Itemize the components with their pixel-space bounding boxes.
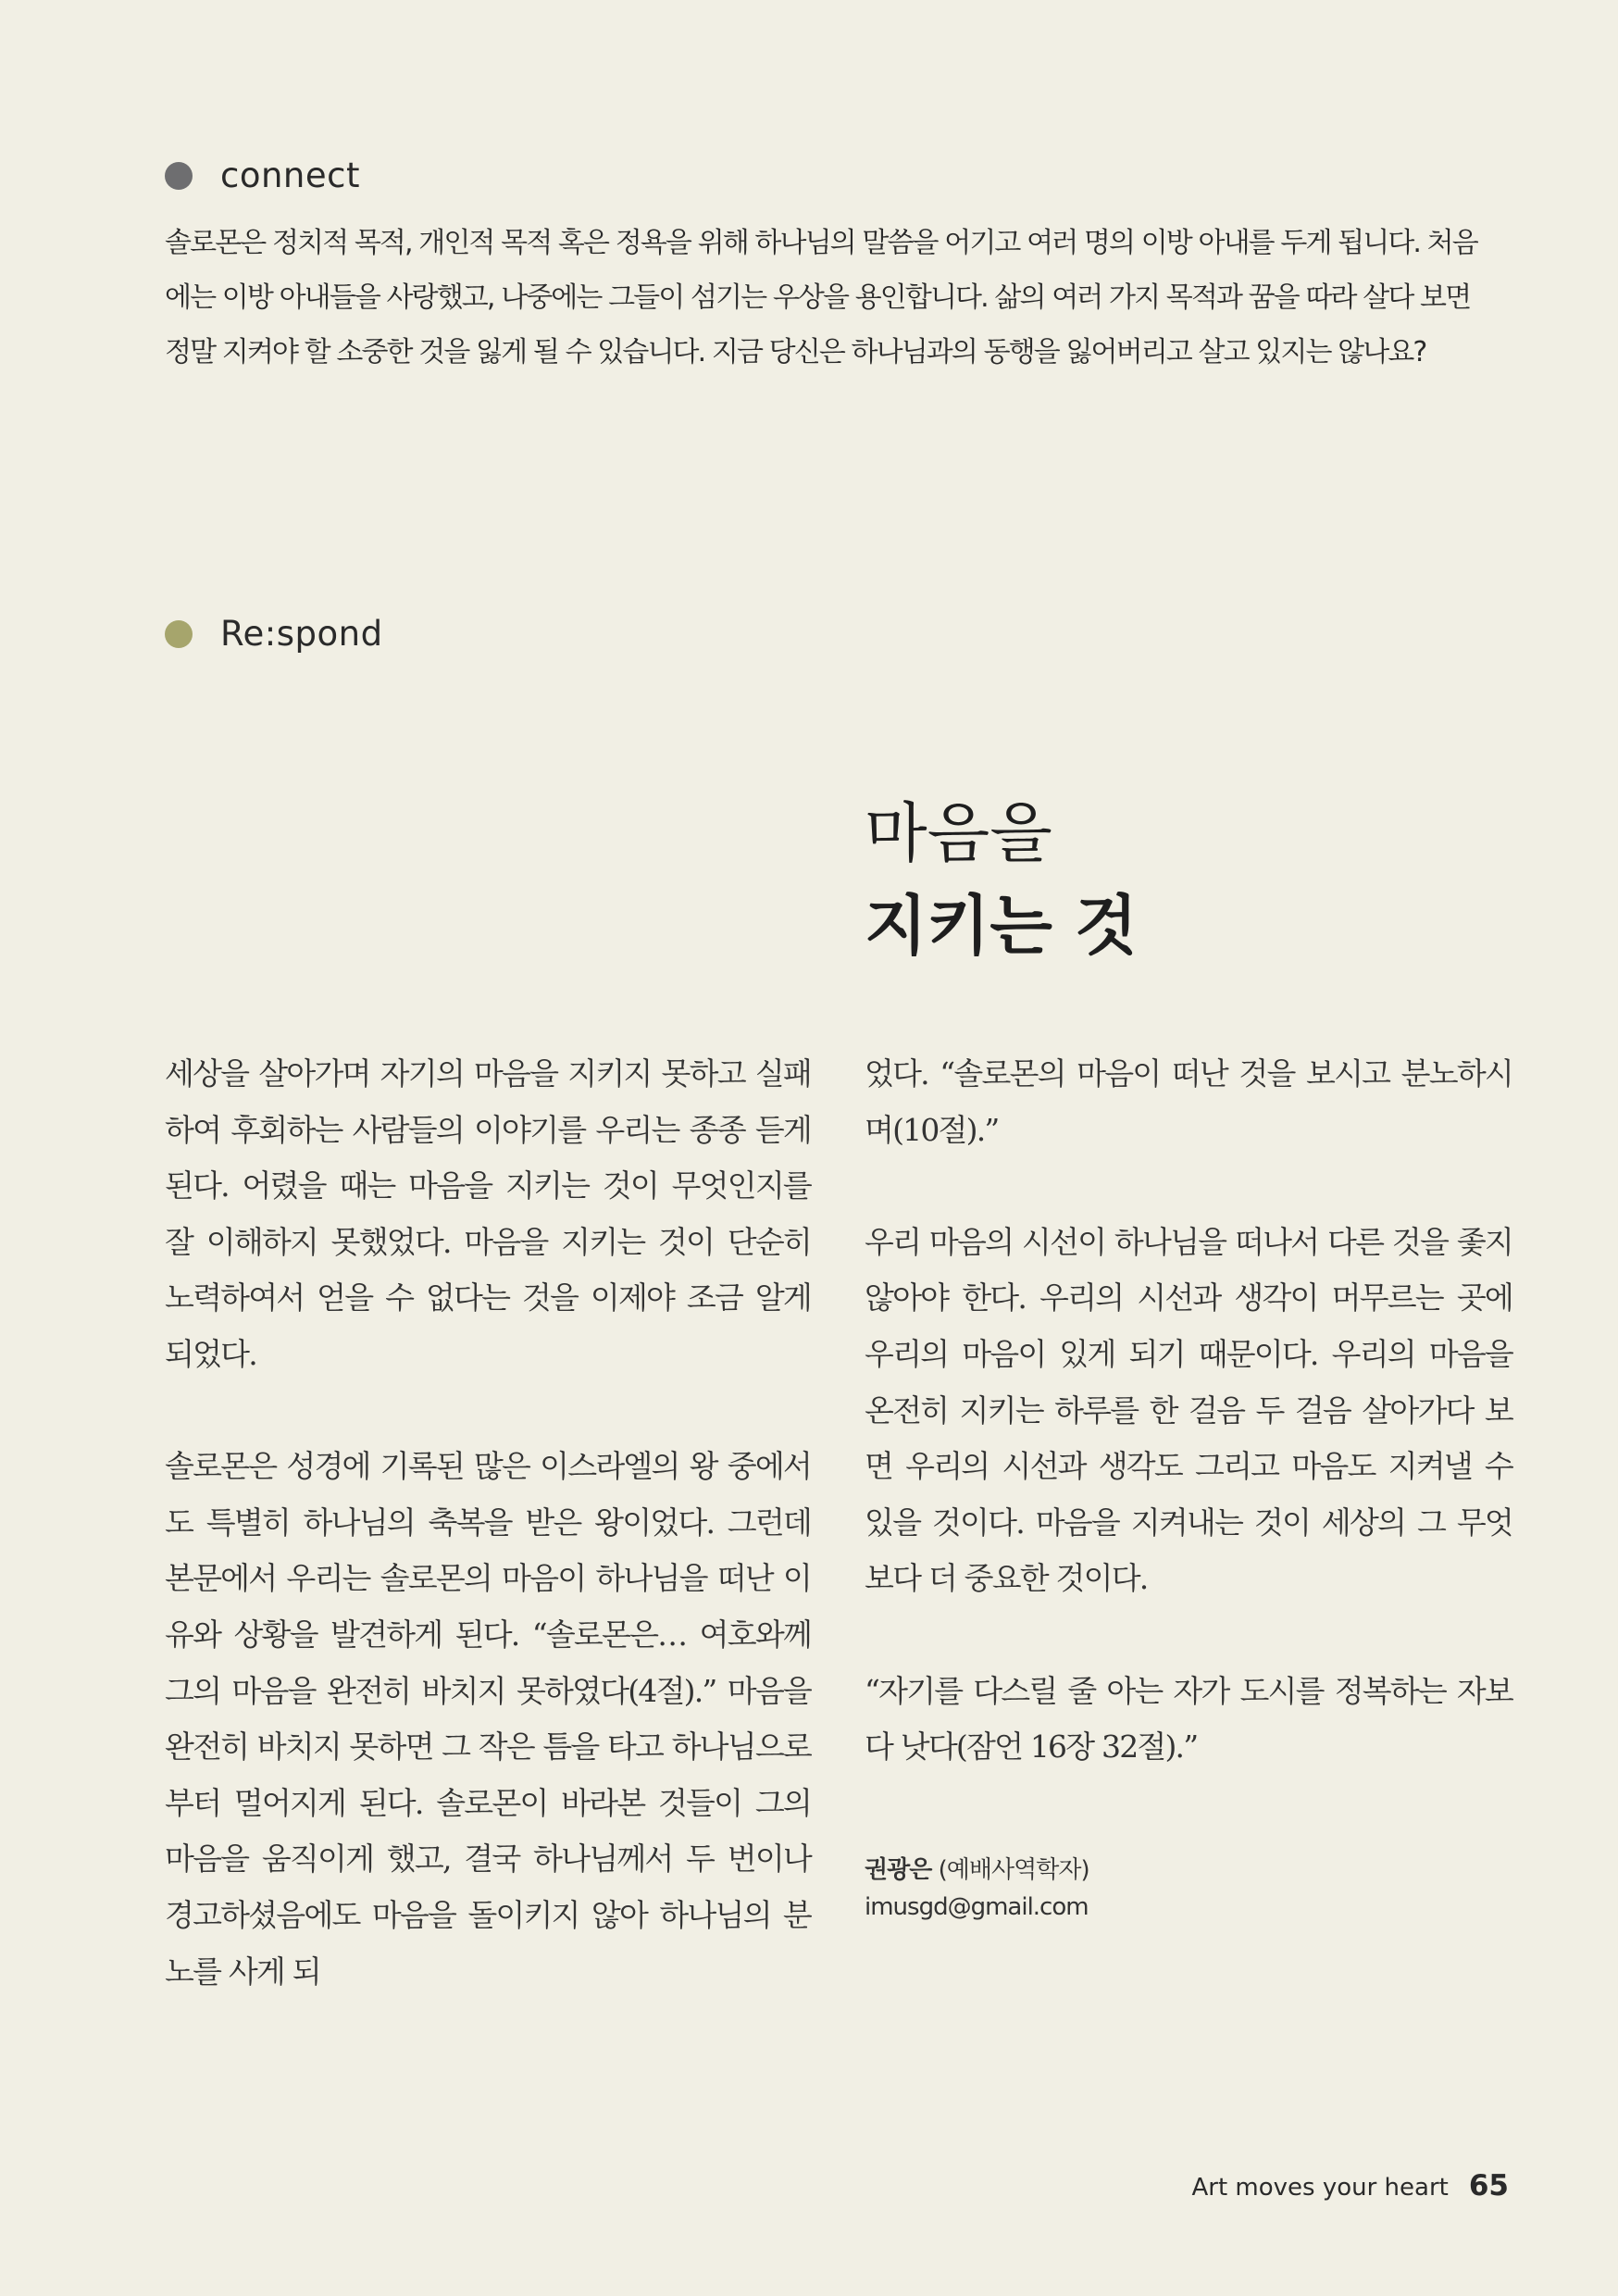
quote-paragraph: “자기를 다스릴 줄 아는 자가 도시를 정복하는 자보다 낫다(잠언 16장 32절).”	[865, 1672, 1512, 1766]
connect-line: 솔로몬은 정치적 목적, 개인적 목적 혹은 정욕을 위해 하나님의 말씀을 어기고 여러 명의 이방 아내를 두게 됩니다. 처음	[165, 227, 1477, 259]
author-role: (예배사역학자)	[938, 1856, 1089, 1884]
paragraph: 세상을 살아가며 자기의 마음을 지키지 못하고 실패하여 후회하는 사람들의 이야기를 우리는 종종 듣게 된다. 어렸을 때는 마음을 지키는 것이 무엇인지를 잘 이해하지 못했었다. 마음을 지키는 것이 단순히 노력하여서 얻을 수 없다는 것을 이제야 조금 알게 되었다.	[165, 1055, 811, 1372]
connect-paragraph	[165, 216, 1509, 380]
paragraph: 었다. “솔로몬의 마음이 떠난 것을 보시고 분노하시며(10절).”	[865, 1055, 1512, 1148]
page-number: 65	[1468, 2169, 1509, 2202]
paragraph: 솔로몬은 성경에 기록된 많은 이스라엘의 왕 중에서도 특별히 하나님의 축복을 받은 왕이었다. 그런데 본문에서 우리는 솔로몬의 마음이 하나님을 떠난 이유와 상황을 발견하게 된다. “솔로몬은… 여호와께 그의 마음을 완전히 바치지 못하였다(4절).” 마음을 완전히 바치지 못하면 그 작은 틈을 타고 하나님으로부터 멀어지게 된다. 솔로몬이 바라본 것들이 그의 마음을 움직이게 했고, 결국 하나님께서 두 번이나 경고하셨음에도 마음을 돌이키지 않아 하나님의 분노를 사게 되	[165, 1448, 811, 1990]
connect-heading	[165, 156, 360, 195]
respond-dot-icon	[165, 620, 193, 648]
author-block	[865, 1852, 1089, 1926]
footer-tagline: Art moves your heart	[1191, 2174, 1449, 2202]
title-line-1: 마음을	[865, 795, 1052, 871]
title-line-2: 지키는 것	[865, 887, 1138, 964]
article-title	[865, 787, 1138, 972]
right-column	[865, 1046, 1512, 1776]
left-column	[165, 1046, 811, 2000]
respond-heading	[165, 614, 383, 654]
connect-heading-label: connect	[220, 156, 360, 195]
connect-dot-icon	[165, 162, 193, 190]
author-name: 권광은	[865, 1856, 932, 1884]
author-email: imusgd@gmail.com	[865, 1893, 1089, 1921]
connect-line: 정말 지켜야 할 소중한 것을 잃게 될 수 있습니다. 지금 당신은 하나님과의 동행을 잃어버리고 살고 있지는 않나요?	[165, 336, 1426, 368]
respond-heading-label: Re:spond	[220, 614, 383, 654]
paragraph: 우리 마음의 시선이 하나님을 떠나서 다른 것을 좇지 않아야 한다. 우리의 시선과 생각이 머무르는 곳에 우리의 마음이 있게 되기 때문이다. 우리의 마음을 온전히 지키는 하루를 한 걸음 두 걸음 살아가다 보면 우리의 시선과 생각도 그리고 마음도 지켜낼 수 있을 것이다. 마음을 지켜내는 것이 세상의 그 무엇보다 더 중요한 것이다.	[865, 1223, 1512, 1597]
page-footer	[1191, 2169, 1509, 2202]
connect-line: 에는 이방 아내들을 사랑했고, 나중에는 그들이 섬기는 우상을 용인합니다. 삶의 여러 가지 목적과 꿈을 따라 살다 보면	[165, 281, 1471, 314]
